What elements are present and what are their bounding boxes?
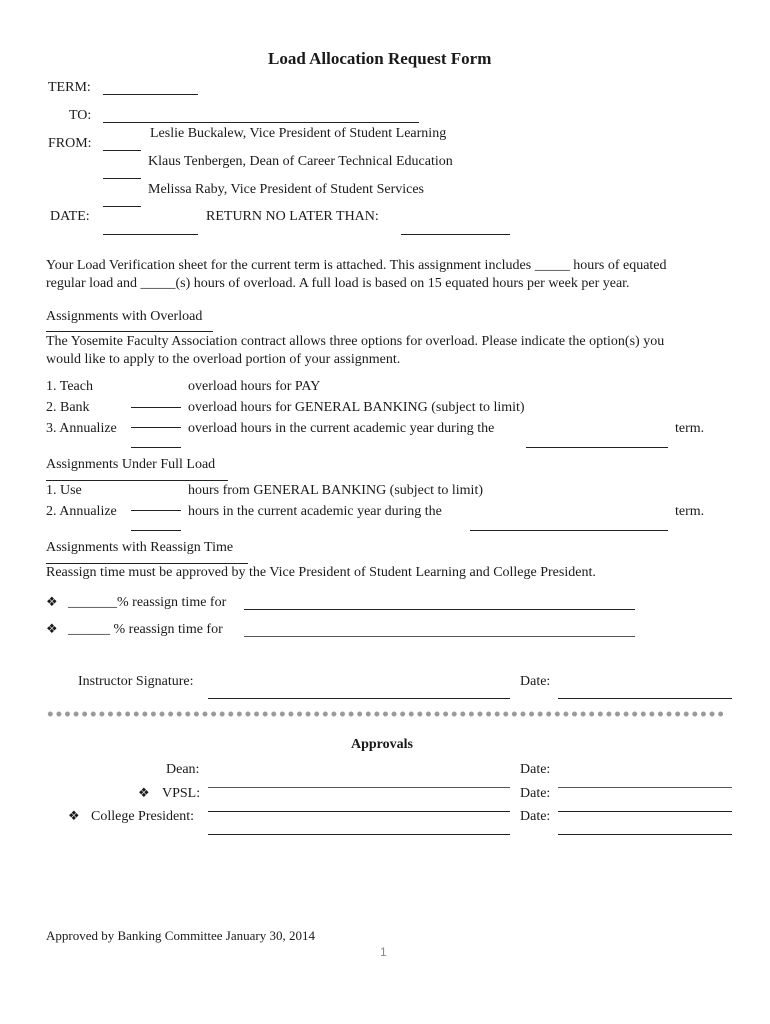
overload-teach-field[interactable] [131,407,181,408]
from-name-2: Klaus Tenbergen, Dean of Career Technical Education [148,154,453,169]
reassign-text: Reassign time must be approved by the Vice President of Student Learning and College President. [46,565,596,580]
overload-text-1: The Yosemite Faculty Association contract allows three options for overload. Please indicate the option(s) you [46,334,665,349]
instructor-date-field[interactable] [558,698,732,699]
overload-term-word: term. [675,421,705,436]
overload-option-desc: overload hours in the current academic year during the [188,421,495,436]
diamond-bullet-icon: ❖ [46,595,58,610]
overload-annualize-field[interactable] [131,447,181,448]
underload-term-word: term. [675,504,705,519]
approval-vpsl-label: VPSL: [162,786,201,801]
to-label: TO: [69,108,92,123]
from-name-3: Melissa Raby, Vice President of Student Services [148,182,425,197]
underload-option-desc: hours from GENERAL BANKING (subject to limit) [188,483,483,498]
underload-use-field[interactable] [131,510,181,511]
overload-option-label: 1. Teach [46,379,93,394]
from-checkbox-1[interactable] [103,150,141,151]
underload-heading: Assignments Under Full Load [46,457,216,472]
reassign-heading: Assignments with Reassign Time [46,540,234,555]
term-field[interactable] [103,94,198,95]
approval-vpsl-field[interactable] [208,811,510,812]
from-name-1: Leslie Buckalew, Vice President of Student Learning [150,126,447,141]
approval-vpsl-date-label: Date: [520,786,551,801]
approval-president-date-label: Date: [520,809,551,824]
reassign-heading-underline [46,563,248,564]
diamond-bullet-icon: ❖ [68,809,80,824]
page-title: Load Allocation Request Form [268,49,492,68]
approval-dean-date-field[interactable] [558,787,732,788]
reassign-bullet-1: _______% reassign time for [68,595,227,610]
term-label: TERM: [48,80,91,95]
overload-option-desc: overload hours for GENERAL BANKING (subject to limit) [188,400,525,415]
from-checkbox-2[interactable] [103,178,141,179]
overload-option-desc: overload hours for PAY [188,379,321,394]
approval-dean-label: Dean: [166,762,200,777]
date-field[interactable] [103,234,198,235]
from-label: FROM: [48,136,92,151]
instructor-signature-label: Instructor Signature: [78,674,194,689]
diamond-bullet-icon: ❖ [138,786,150,801]
overload-term-field[interactable] [526,447,668,448]
date-label: DATE: [50,209,90,224]
overload-option-label: 2. Bank [46,400,90,415]
underload-annualize-field[interactable] [131,530,181,531]
underload-heading-underline [46,480,228,481]
approval-president-field[interactable] [208,834,510,835]
approval-president-label: College President: [91,809,195,824]
approved-by-footer: Approved by Banking Committee January 30, 2014 [46,928,315,943]
underload-option-label: 2. Annualize [46,504,117,519]
approval-dean-field[interactable] [208,787,510,788]
approval-vpsl-date-field[interactable] [558,811,732,812]
underload-option-desc: hours in the current academic year during the [188,504,442,519]
instructor-signature-field[interactable] [208,698,510,699]
reassign-field-1[interactable] [244,609,635,610]
dotted-divider [46,708,726,720]
return-label: RETURN NO LATER THAN: [206,209,379,224]
diamond-bullet-icon: ❖ [46,622,58,637]
underload-term-field[interactable] [470,530,668,531]
approvals-heading: Approvals [351,737,413,752]
approval-dean-date-label: Date: [520,762,551,777]
intro-line-2: regular load and _____(s) hours of overload. A full load is based on 15 equated hours per week per year. [46,276,630,291]
instructor-date-label: Date: [520,674,551,689]
overload-text-2: would like to apply to the overload portion of your assignment. [46,352,401,367]
return-date-field[interactable] [401,234,510,235]
overload-option-label: 3. Annualize [46,421,117,436]
from-checkbox-3[interactable] [103,206,141,207]
underload-option-label: 1. Use [46,483,82,498]
approval-president-date-field[interactable] [558,834,732,835]
to-field[interactable] [103,122,419,123]
overload-heading-underline [46,331,213,332]
reassign-bullet-2: ______ % reassign time for [68,622,223,637]
page-number: 1 [380,945,387,959]
overload-heading: Assignments with Overload [46,309,203,324]
overload-bank-field[interactable] [131,427,181,428]
intro-line-1: Your Load Verification sheet for the current term is attached. This assignment includes _____ hours of equated [46,258,667,273]
reassign-field-2[interactable] [244,636,635,637]
